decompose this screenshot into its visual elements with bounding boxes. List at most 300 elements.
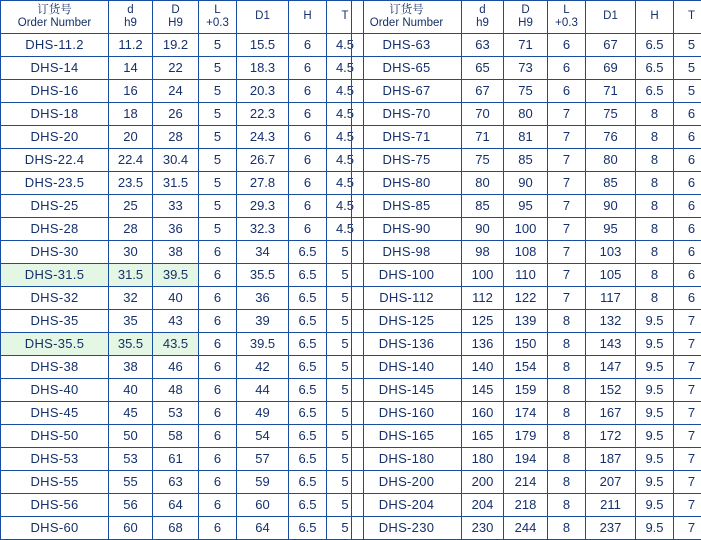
dimension-cell: 8: [548, 448, 586, 471]
dimension-cell: 5: [327, 494, 364, 517]
dimension-cell: 36: [153, 218, 199, 241]
dimension-cell: 100: [462, 264, 504, 287]
dimension-cell: 8: [636, 264, 674, 287]
table-row: [1, 195, 364, 218]
dimension-cell: 24: [153, 80, 199, 103]
dimension-cell: 11.2: [109, 34, 153, 57]
dimension-cell: 103: [586, 241, 636, 264]
column-header-line1: d: [109, 4, 152, 17]
table-row: [352, 517, 701, 540]
dimension-cell: 8: [548, 494, 586, 517]
order-number-cell: DHS-14: [1, 57, 109, 80]
dimension-cell: 6.5: [289, 310, 327, 333]
dimension-cell: 59: [237, 471, 289, 494]
column-header-line2: Order Number: [352, 17, 461, 30]
order-number-cell: DHS-25: [1, 195, 109, 218]
dimension-cell: 19.2: [153, 34, 199, 57]
dimension-cell: 64: [237, 517, 289, 540]
dimension-cell: 9.5: [636, 333, 674, 356]
dimension-cell: 122: [504, 287, 548, 310]
dimension-cell: 5: [327, 517, 364, 540]
dimension-cell: 18: [109, 103, 153, 126]
dimension-cell: 35: [109, 310, 153, 333]
dimension-cell: 218: [504, 494, 548, 517]
dimension-cell: 5: [327, 310, 364, 333]
dimension-cell: 244: [504, 517, 548, 540]
column-header-line2: +0.3: [548, 17, 585, 30]
dimension-cell: 6: [674, 103, 701, 126]
dimension-cell: 150: [504, 333, 548, 356]
dimension-cell: 5: [199, 149, 237, 172]
dimension-cell: 6: [199, 264, 237, 287]
table-row: [352, 333, 701, 356]
column-header-line2: +0.3: [199, 17, 236, 30]
order-number-cell: DHS-165: [352, 425, 462, 448]
dimension-cell: 230: [462, 517, 504, 540]
table-row: [352, 149, 701, 172]
dimension-cell: 159: [504, 379, 548, 402]
dimension-cell: 53: [109, 448, 153, 471]
dimension-cell: 4.5: [327, 57, 364, 80]
column-header-line1: L: [199, 4, 236, 17]
dimension-cell: 7: [674, 494, 701, 517]
dimension-cell: 154: [504, 356, 548, 379]
table-row: [1, 103, 364, 126]
dimension-cell: 60: [237, 494, 289, 517]
dimension-cell: 58: [153, 425, 199, 448]
dimension-cell: 26: [153, 103, 199, 126]
dimension-cell: 6: [199, 287, 237, 310]
dimension-cell: 7: [674, 310, 701, 333]
dimension-cell: 152: [586, 379, 636, 402]
dimension-cell: 73: [504, 57, 548, 80]
table-row: [352, 172, 701, 195]
dimension-cell: 5: [327, 333, 364, 356]
dimension-cell: 5: [674, 80, 701, 103]
dimension-cell: 75: [586, 103, 636, 126]
dimension-cell: 172: [586, 425, 636, 448]
dimension-cell: 8: [548, 517, 586, 540]
dimension-cell: 5: [674, 57, 701, 80]
dimension-cell: 40: [109, 379, 153, 402]
dimension-cell: 33: [153, 195, 199, 218]
column-header-line2: H9: [504, 17, 547, 30]
dimension-cell: 55: [109, 471, 153, 494]
order-number-cell: DHS-125: [352, 310, 462, 333]
dimension-cell: 8: [548, 333, 586, 356]
dimension-cell: 5: [327, 379, 364, 402]
dimension-cell: 6: [674, 126, 701, 149]
dimension-cell: 48: [153, 379, 199, 402]
order-number-cell: DHS-140: [352, 356, 462, 379]
dimension-cell: 5: [327, 287, 364, 310]
order-number-cell: DHS-98: [352, 241, 462, 264]
order-number-cell: DHS-28: [1, 218, 109, 241]
dimension-cell: 38: [153, 241, 199, 264]
dimension-cell: 4.5: [327, 34, 364, 57]
table-row: [352, 126, 701, 149]
dimension-cell: 6: [289, 172, 327, 195]
dimension-cell: 143: [586, 333, 636, 356]
dimension-cell: 7: [674, 471, 701, 494]
order-number-cell: DHS-23.5: [1, 172, 109, 195]
table-row: [1, 379, 364, 402]
dimension-cell: 4.5: [327, 195, 364, 218]
table-row: [352, 379, 701, 402]
dimension-cell: 6: [199, 517, 237, 540]
dimension-cell: 8: [548, 379, 586, 402]
column-header-line1: D: [153, 4, 198, 17]
dimension-cell: 63: [462, 34, 504, 57]
table-row: [1, 149, 364, 172]
dimension-cell: 211: [586, 494, 636, 517]
dimension-cell: 180: [462, 448, 504, 471]
dimension-cell: 8: [636, 126, 674, 149]
dimension-cell: 6: [674, 195, 701, 218]
dimension-cell: 20.3: [237, 80, 289, 103]
dimension-cell: 7: [548, 218, 586, 241]
column-header-line1: L: [548, 4, 585, 17]
dimension-cell: 7: [674, 402, 701, 425]
dimension-cell: 29.3: [237, 195, 289, 218]
dimension-cell: 70: [462, 103, 504, 126]
dimension-cell: 6: [199, 448, 237, 471]
dimension-cell: 8: [548, 471, 586, 494]
order-number-cell: DHS-16: [1, 80, 109, 103]
order-number-cell: DHS-112: [352, 287, 462, 310]
dimension-cell: 6.5: [289, 448, 327, 471]
table-row: [1, 448, 364, 471]
order-number-cell: DHS-160: [352, 402, 462, 425]
column-header-line1: D1: [237, 10, 288, 23]
dimension-cell: 30.4: [153, 149, 199, 172]
dimension-cell: 27.8: [237, 172, 289, 195]
dimension-cell: 179: [504, 425, 548, 448]
dimension-cell: 237: [586, 517, 636, 540]
dimension-cell: 65: [462, 57, 504, 80]
dimension-cell: 71: [462, 126, 504, 149]
dimension-cell: 34: [237, 241, 289, 264]
table-row: [1, 425, 364, 448]
dimension-cell: 76: [586, 126, 636, 149]
dimension-cell: 6: [674, 172, 701, 195]
dimension-cell: 90: [586, 195, 636, 218]
dimension-cell: 6.5: [289, 287, 327, 310]
table-row: [352, 356, 701, 379]
order-number-cell: DHS-30: [1, 241, 109, 264]
column-header-2: [504, 1, 548, 34]
dimension-cell: 85: [586, 172, 636, 195]
dimension-cell: 43.5: [153, 333, 199, 356]
table-row: [1, 356, 364, 379]
dimension-cell: 6.5: [289, 333, 327, 356]
dimension-cell: 40: [153, 287, 199, 310]
column-header-line2: h9: [462, 17, 503, 30]
order-number-cell: DHS-60: [1, 517, 109, 540]
dimension-cell: 9.5: [636, 310, 674, 333]
dimension-cell: 46: [153, 356, 199, 379]
dimension-cell: 5: [199, 57, 237, 80]
dimension-cell: 60: [109, 517, 153, 540]
table-row: [352, 310, 701, 333]
order-number-cell: DHS-136: [352, 333, 462, 356]
dimension-cell: 7: [674, 517, 701, 540]
table-row: [1, 218, 364, 241]
order-number-cell: DHS-40: [1, 379, 109, 402]
left-table-wrapper: [0, 0, 351, 457]
column-header-1: [462, 1, 504, 34]
dimension-cell: 67: [586, 34, 636, 57]
dimension-cell: 6: [674, 241, 701, 264]
dimension-cell: 6.5: [289, 264, 327, 287]
dimension-cell: 80: [504, 103, 548, 126]
dimension-cell: 95: [504, 195, 548, 218]
table-row: [1, 80, 364, 103]
dimension-cell: 75: [462, 149, 504, 172]
dimension-cell: 5: [327, 241, 364, 264]
dimension-cell: 9.5: [636, 517, 674, 540]
dimension-cell: 39.5: [153, 264, 199, 287]
order-number-cell: DHS-35: [1, 310, 109, 333]
dimension-cell: 26.7: [237, 149, 289, 172]
dimension-cell: 4.5: [327, 80, 364, 103]
column-header-line1: H: [289, 10, 326, 23]
dimension-cell: 31.5: [153, 172, 199, 195]
dimension-cell: 68: [153, 517, 199, 540]
dimension-cell: 6: [199, 471, 237, 494]
dimension-cell: 5: [199, 126, 237, 149]
right-table-wrapper: [351, 0, 701, 457]
order-number-cell: DHS-204: [352, 494, 462, 517]
dimension-cell: 5: [199, 103, 237, 126]
dimension-cell: 8: [636, 218, 674, 241]
table-row: [352, 425, 701, 448]
dimension-cell: 64: [153, 494, 199, 517]
dimension-cell: 35.5: [109, 333, 153, 356]
table-row: [352, 264, 701, 287]
dimension-cell: 194: [504, 448, 548, 471]
dimension-cell: 6.5: [289, 471, 327, 494]
dimension-cell: 6: [199, 333, 237, 356]
dimension-cell: 125: [462, 310, 504, 333]
dimension-cell: 75: [504, 80, 548, 103]
column-header-line1: T: [674, 10, 701, 23]
column-header-line1: 订货号: [352, 4, 461, 17]
dimension-cell: 38: [109, 356, 153, 379]
dimension-cell: 6.5: [289, 241, 327, 264]
dimension-cell: 6.5: [289, 494, 327, 517]
dimension-cell: 54: [237, 425, 289, 448]
dimension-cell: 8: [548, 356, 586, 379]
dimension-cell: 165: [462, 425, 504, 448]
dimension-cell: 6.5: [289, 356, 327, 379]
table-row: [1, 517, 364, 540]
dimension-cell: 4.5: [327, 126, 364, 149]
order-number-cell: DHS-71: [352, 126, 462, 149]
dimension-cell: 90: [504, 172, 548, 195]
dimension-cell: 80: [462, 172, 504, 195]
dimension-cell: 6: [674, 287, 701, 310]
left-table-body: [1, 34, 364, 540]
table-row: [352, 402, 701, 425]
table-row: [1, 34, 364, 57]
dimension-cell: 49: [237, 402, 289, 425]
dimension-cell: 5: [327, 356, 364, 379]
dimension-cell: 112: [462, 287, 504, 310]
right-table: [351, 0, 701, 540]
table-row: [1, 241, 364, 264]
dimension-cell: 5: [327, 448, 364, 471]
table-row: [1, 287, 364, 310]
dimension-cell: 140: [462, 356, 504, 379]
column-header-line2: H9: [153, 17, 198, 30]
dimension-cell: 63: [153, 471, 199, 494]
dimension-cell: 136: [462, 333, 504, 356]
dimension-cell: 5: [199, 218, 237, 241]
dimension-cell: 7: [548, 264, 586, 287]
order-number-cell: DHS-65: [352, 57, 462, 80]
dimension-cell: 8: [636, 195, 674, 218]
table-row: [352, 103, 701, 126]
dimension-cell: 90: [462, 218, 504, 241]
table-row: [1, 333, 364, 356]
order-number-cell: DHS-56: [1, 494, 109, 517]
dimension-cell: 9.5: [636, 402, 674, 425]
column-header-2: [153, 1, 199, 34]
dimension-cell: 108: [504, 241, 548, 264]
dimension-cell: 5: [327, 471, 364, 494]
dimension-cell: 22.4: [109, 149, 153, 172]
dimension-cell: 9.5: [636, 448, 674, 471]
dimension-cell: 204: [462, 494, 504, 517]
dimension-cell: 105: [586, 264, 636, 287]
dimension-cell: 6: [548, 80, 586, 103]
dimension-cell: 98: [462, 241, 504, 264]
dimension-cell: 4.5: [327, 149, 364, 172]
table-row: [352, 287, 701, 310]
dimension-cell: 6.5: [289, 402, 327, 425]
dimension-cell: 15.5: [237, 34, 289, 57]
order-number-cell: DHS-75: [352, 149, 462, 172]
dimension-cell: 6: [289, 34, 327, 57]
header-row: [1, 1, 364, 34]
order-number-cell: DHS-50: [1, 425, 109, 448]
table-row: [1, 402, 364, 425]
dimension-cell: 6: [199, 494, 237, 517]
table-row: [352, 57, 701, 80]
dimension-cell: 6: [289, 126, 327, 149]
dimension-cell: 23.5: [109, 172, 153, 195]
order-number-cell: DHS-90: [352, 218, 462, 241]
right-table-body: [352, 34, 701, 540]
dimension-cell: 5: [674, 34, 701, 57]
dimension-cell: 28: [153, 126, 199, 149]
dimension-cell: 6: [289, 218, 327, 241]
dimension-cell: 5: [199, 80, 237, 103]
dimension-cell: 7: [548, 241, 586, 264]
column-header-0: [1, 1, 109, 34]
order-number-cell: DHS-180: [352, 448, 462, 471]
dimension-cell: 9.5: [636, 356, 674, 379]
dimension-cell: 20: [109, 126, 153, 149]
dimension-cell: 85: [504, 149, 548, 172]
column-header-0: [352, 1, 462, 34]
dimension-cell: 132: [586, 310, 636, 333]
dimension-cell: 56: [109, 494, 153, 517]
dimension-cell: 5: [327, 264, 364, 287]
dimension-cell: 4.5: [327, 103, 364, 126]
table-row: [1, 126, 364, 149]
dimension-cell: 200: [462, 471, 504, 494]
table-row: [1, 494, 364, 517]
dimension-cell: 160: [462, 402, 504, 425]
dimension-cell: 61: [153, 448, 199, 471]
dimension-cell: 9.5: [636, 494, 674, 517]
column-header-6: [674, 1, 701, 34]
order-number-cell: DHS-35.5: [1, 333, 109, 356]
dimension-cell: 14: [109, 57, 153, 80]
column-header-line1: T: [327, 10, 363, 23]
dimension-cell: 6: [289, 57, 327, 80]
order-number-cell: DHS-200: [352, 471, 462, 494]
column-header-line2: Order Number: [1, 17, 108, 30]
order-number-cell: DHS-31.5: [1, 264, 109, 287]
dimension-cell: 6: [199, 310, 237, 333]
dimension-cell: 6.5: [289, 379, 327, 402]
dimension-cell: 214: [504, 471, 548, 494]
dimension-cell: 4.5: [327, 172, 364, 195]
dimension-cell: 67: [462, 80, 504, 103]
dimension-cell: 8: [548, 425, 586, 448]
order-number-cell: DHS-38: [1, 356, 109, 379]
order-number-cell: DHS-53: [1, 448, 109, 471]
dimension-cell: 8: [636, 241, 674, 264]
dimension-cell: 8: [636, 103, 674, 126]
dimension-cell: 139: [504, 310, 548, 333]
dimension-cell: 6.5: [289, 425, 327, 448]
column-header-5: [636, 1, 674, 34]
dimension-cell: 44: [237, 379, 289, 402]
table-row: [1, 310, 364, 333]
dimension-cell: 6.5: [636, 80, 674, 103]
order-number-cell: DHS-45: [1, 402, 109, 425]
dimension-cell: 7: [548, 195, 586, 218]
dimension-cell: 18.3: [237, 57, 289, 80]
dimension-cell: 5: [327, 402, 364, 425]
dimension-cell: 57: [237, 448, 289, 471]
dimension-cell: 6: [199, 402, 237, 425]
dimension-cell: 117: [586, 287, 636, 310]
order-number-cell: DHS-80: [352, 172, 462, 195]
dimension-cell: 8: [636, 149, 674, 172]
dimension-cell: 6: [548, 34, 586, 57]
dimension-cell: 6.5: [636, 57, 674, 80]
dimension-cell: 6: [199, 425, 237, 448]
dimension-cell: 42: [237, 356, 289, 379]
dimension-cell: 45: [109, 402, 153, 425]
dimension-cell: 80: [586, 149, 636, 172]
dimension-cell: 7: [674, 356, 701, 379]
order-number-cell: DHS-18: [1, 103, 109, 126]
dimension-cell: 7: [674, 448, 701, 471]
dimension-cell: 36: [237, 287, 289, 310]
dimension-cell: 50: [109, 425, 153, 448]
order-number-cell: DHS-145: [352, 379, 462, 402]
dimension-cell: 5: [199, 172, 237, 195]
dimension-cell: 7: [674, 425, 701, 448]
column-header-line1: D1: [586, 10, 635, 23]
dimension-cell: 100: [504, 218, 548, 241]
